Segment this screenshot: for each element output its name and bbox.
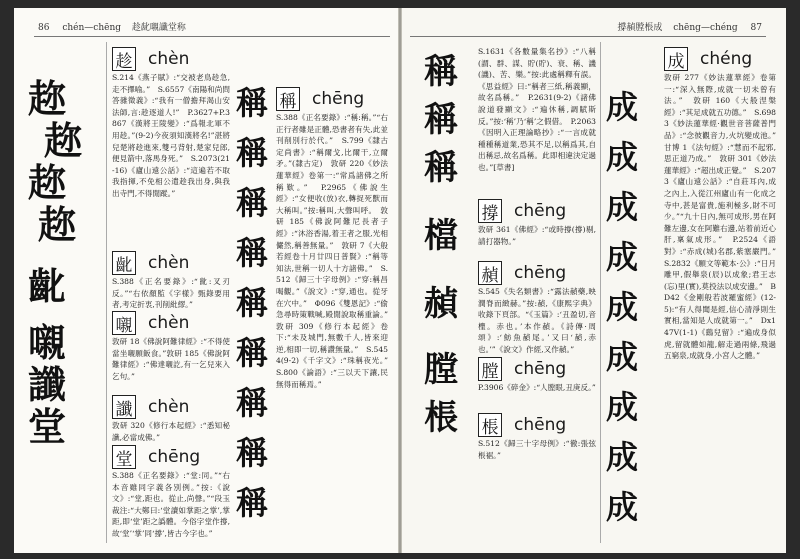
entry-column-1	[112, 46, 230, 538]
headword-chen-2	[112, 250, 230, 276]
headword-char: 撐	[478, 199, 502, 223]
calligraphy-glyph: 稱	[236, 334, 267, 372]
calligraphy-glyph: 成	[606, 288, 637, 326]
calligraphy-column-4	[606, 82, 666, 532]
calligraphy-glyph: 成	[606, 188, 637, 226]
column-rule	[600, 42, 601, 543]
headword-char: 成	[664, 47, 688, 71]
headword-cheng-1	[112, 444, 230, 470]
headword-cheng-6	[478, 412, 596, 438]
headword-cheng-3	[478, 198, 596, 224]
headword-chen-3	[112, 310, 230, 336]
calligraphy-column-3	[424, 48, 484, 442]
headword-chen-1	[112, 46, 230, 72]
headword-cheng-5	[478, 356, 596, 382]
calligraphy-glyph: 稱	[424, 100, 456, 140]
running-head-pinyin: chén—chēng	[62, 23, 122, 33]
running-head-chars: 趁龀嚫讖堂称	[131, 23, 186, 33]
headword-char: 膛	[478, 357, 502, 381]
headword-pinyin: chēng	[514, 263, 567, 283]
headword-pinyin: chēng	[148, 447, 201, 467]
running-head	[38, 20, 186, 33]
calligraphy-glyph: 成	[606, 488, 637, 526]
headword-char: 赬	[478, 261, 502, 285]
calligraphy-glyph: 稱	[236, 284, 267, 322]
entry-text: S.388《正名要錄》:“堂:同。”“右本音雖同字義各別例。”按:《說文》:“堂,距也。從止,尚聲。”“段玉裁注:“大鄭曰:‘堂讀如掌距之掌’,掌距,即‘堂’距之譌體。今俗字堂作撐,故‘堂’‘掌’同‘撐’,皆古今字也。”	[112, 471, 230, 538]
headword-pinyin: chèn	[148, 49, 190, 69]
calligraphy-glyph: 稱	[236, 234, 267, 272]
calligraphy-glyph: 趂	[44, 118, 81, 163]
headword-char: 讖	[112, 395, 136, 419]
calligraphy-glyph: 稱	[236, 84, 267, 122]
calligraphy-glyph: 成	[606, 88, 637, 126]
calligraphy-glyph: 讖	[28, 362, 65, 407]
calligraphy-glyph: 成	[606, 138, 637, 176]
headword-char: 棖	[478, 413, 502, 437]
entry-text: S.545《失名類書》:“露法赬藥,映潤脊而緻赫。”按:赬,《康熙字典》收錄下頁部。“《玉篇》:‘丑盈切,音檉。赤也。’本作赬。《詩傳·周頌》:‘魴魚赬尾。’又曰‘赬,赤也。’”《說文》作經,又作赬。”	[478, 287, 596, 354]
running-head-chars: 撐赬膛棖成	[617, 23, 663, 33]
calligraphy-glyph: 稱	[236, 484, 267, 522]
entry-text: 敦研 277《妙法蓮華經》卷第一:“深入無際,成就一切未曾有法。” 敦研 160《大般涅槃經》:“其足成就五功德。” S.6983《妙法蓮華經·觀世音菩薩普門品》:“念彼觀音力,火坑變成池。” 甘博 1《法句經》:“慧而不起邪,思正道乃成。” 敦研 301《妙法蓮華經》:“超出成正覺。” S.2073《廬山遠公話》:“自莊耳內,成之內上,入從江州廬山有一化成之寺中,甚是富貴,施利極多,財不可少。”“九十日內,無可成形,男在阿難左邊,女在阿難右邊,站着前近心肝,稟氣成形。” P.2524《語對》:“赤成(城)名郡,紫塞嚴門。” S.2832《願文等範本·公》:“日月雕甲,假舉泉(辰)以成象;君王志(忘)里(實),莫投法以成安邊。” BD42《金剛般若波羅蜜經》(12-5):“有人得聞是經,信心清淨則生實相,當知是人成就第一。” Dx147V(1-1)《鷂兒留》:“遍成身似虎,留就體如龍,解走過兩條,飛過五窮泉,成就身,小宮人之體。”	[664, 73, 784, 361]
calligraphy-glyph: 赬	[424, 284, 456, 324]
calligraphy-glyph: 齔	[28, 264, 65, 309]
running-head-pinyin: chēng—chéng	[673, 23, 738, 33]
header-rule	[34, 36, 390, 37]
calligraphy-glyph: 趂	[28, 160, 65, 205]
headword-char: 趁	[112, 47, 136, 71]
headword-pinyin: chèn	[148, 397, 190, 417]
calligraphy-glyph: 成	[606, 338, 637, 376]
headword-pinyin: chēng	[514, 415, 567, 435]
calligraphy-glyph: 成	[606, 388, 637, 426]
entry-text: 敦研 320《修行本起經》:“悉知秘讖,必當成佛。”	[112, 421, 230, 442]
calligraphy-glyph: 成	[606, 438, 637, 476]
calligraphy-glyph: 成	[606, 238, 637, 276]
entry-text: P.3906《碎金》:“人膛眼,丑庚反。”	[478, 383, 596, 392]
headword-char: 堂	[112, 445, 136, 469]
calligraphy-glyph: 稱	[236, 384, 267, 422]
calligraphy-glyph: 稱	[424, 52, 456, 92]
headword-char: 嚫	[112, 311, 136, 335]
headword-pinyin: chèn	[148, 313, 190, 333]
calligraphy-glyph: 檔	[424, 216, 456, 256]
headword-cheng-4	[478, 260, 596, 286]
entry-text: S.512《歸三十字母例》:“徹:張弦棖裾。”	[478, 439, 596, 460]
calligraphy-glyph: 棖	[424, 398, 456, 438]
entry-column-3	[478, 46, 596, 462]
calligraphy-glyph: 趂	[28, 76, 65, 121]
entry-text: S.388《正名要錄》:“稱:稱。”“右正行者雖是正體,恐書者有失,此並刊削別行於代。” S.799《隸古定尚書》:“稱爾戈,比爾干,立爾矛。”(隸古定) 敦研 220《妙法蓮華經》卷第一:“常爲諸佛之所稱歎。” P.2965《佛說生經》:“女便收(放)衣,轉捉死獸而大稱叫。”按:稱叫,大聲叫呼。 敦研 185《佛說阿難尼長者子經》:“沐浴香湯,着王者之服,光相儼然,稱善無量。” 敦研 7《大般若經卷十月廿四日普賢》:“稱等知法,世稱一切人十方諸佛。” S.512《歸三十字母例》:“穿:稱昌喝觀。”《說文》:“穿,通也。從牙在穴中。” Φ096《雙恩記》:“偷急尋時策戰喊,殿閒說取稱重論。” 敦研 309《修行本起經》卷下:“未及城門,無數千人,皆來迎逆,相即一切,稱讚無量。” S.5454(9-2)《千字文》:“珠稱夜光。” S.800《論語》:“三以天下讓,民無得而稱焉。”	[276, 113, 396, 389]
headword-pinyin: chēng	[514, 201, 567, 221]
entry-text: S.388《正名要錄》:“齔:叉刃反。”“右依顏監《字樣》甄錄要用者,考定折衷,刊削紕繆。”	[112, 277, 230, 310]
entry-column-2	[276, 46, 396, 512]
entry-text: 敦研 18《佛說阿難律經》:“不得使當坐嚫願飯食。”敦研 185《佛說阿難律經》:“佛達嚫訖,有一乞兒來入乞句。”	[112, 337, 230, 381]
calligraphy-glyph: 堂	[28, 404, 65, 449]
calligraphy-glyph: 稱	[236, 134, 267, 172]
running-head	[617, 20, 762, 33]
headword-char: 稱	[276, 87, 300, 111]
page-number: 86	[38, 23, 50, 33]
headword-pinyin: chéng	[700, 49, 753, 69]
header-rule	[410, 36, 766, 37]
calligraphy-column-1	[28, 78, 98, 448]
column-rule	[106, 42, 107, 543]
headword-cheng-7	[664, 46, 776, 72]
headword-pinyin: chēng	[514, 359, 567, 379]
headword-pinyin: chēng	[312, 89, 365, 109]
entry-text: S.1631《各數量集名抄》:“八稱(謂、群、謀、貯(貯)、衰、稱、譏(譏)、苦、樂。”按:此處稱釋有誤。《思益經》曰:“稱者三紙,稱義顯，故名爲稱。” P.2631(9-2)《諸佛說道發顯文》:“遍休稱,調賦斯反。”按:‘稱’乃‘稱’之假借。 P.2063《因明入正理論略抄》:“一言成就種種稱道業,恐其不足,以稱爲其,自出稱忌,故名爲稱。此即相違決定過也。”[草書]	[478, 47, 596, 172]
headword-chen-4	[112, 394, 230, 420]
calligraphy-glyph: 稱	[236, 434, 267, 472]
left-page	[14, 8, 398, 553]
headword-pinyin: chèn	[148, 253, 190, 273]
entry-text: 敦研 361《佛經》:“或時撐(撐)剔,請打器物。”	[478, 225, 596, 246]
page-number: 87	[750, 23, 762, 33]
headword-cheng-2	[276, 86, 388, 112]
entry-text: S.214《燕子賦》:“交被老鳥趁急,走不擇喻。” S.6557《南陽和尚問答雜徵義》:“我有一僧擔拜渴山安法師,言:趁逐道人!” P.3627+P.3867《漢將王陵變》:“爲報北軍不用趁。”(9-2)今夜須知漢將名!”湛將兒楚將趁進來,雙弓背射,楚家兒郎,便見箭中,落馬身死。” S.2073(21-16)《廬山遠公話》:“這遍若不取我指揮,不免相公遣趁我出身,與我出寺門,不得閒蹤。”	[112, 73, 230, 198]
entry-column-4	[664, 46, 784, 532]
headword-char: 齔	[112, 251, 136, 275]
calligraphy-glyph: 嚫	[28, 320, 65, 365]
right-page	[402, 8, 786, 553]
calligraphy-glyph: 趂	[38, 202, 75, 247]
calligraphy-glyph: 稱	[236, 184, 267, 222]
calligraphy-glyph: 膛	[424, 350, 456, 390]
calligraphy-glyph: 稱	[424, 148, 456, 188]
